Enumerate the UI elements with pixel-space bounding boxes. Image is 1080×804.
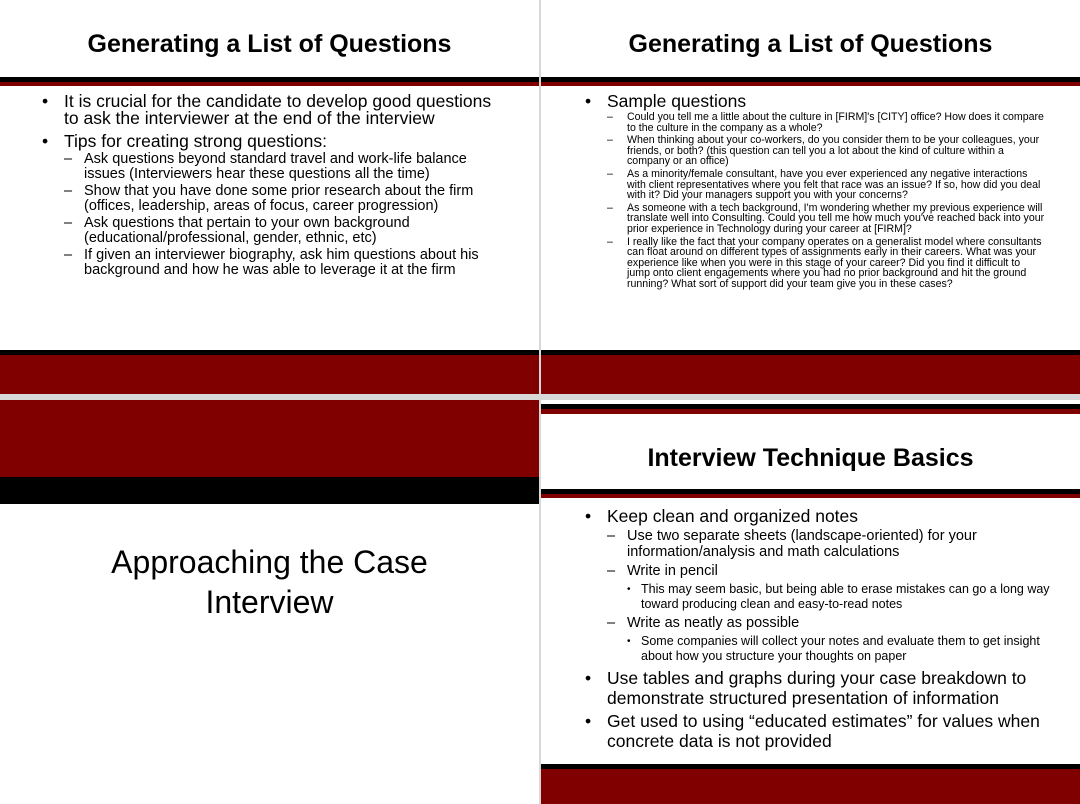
dash-glyph: – <box>607 111 613 123</box>
sub-bullet-text: When thinking about your co-workers, do you consider them to be your colleagues, your friends, or both? (this question can tell you a lot about the kind of culture within a company or an office) <box>627 134 1040 168</box>
sub-bullet-text: As a minority/female consultant, have you ever experienced any negative interactions with client representatives where you felt that race was an issue? If so, how did you deal with it? Did your managers support you with your concerns? <box>627 167 1041 202</box>
sub-bullet-text: Could you tell me a little about the culture in [FIRM]'s [CITY] office? How does it compare to the culture in the company as a whole? <box>627 111 1044 134</box>
title-rule-accent <box>541 494 1080 498</box>
section-title-line-1: Approaching the Case <box>111 544 428 580</box>
sub-bullet-item <box>64 216 502 245</box>
section-title <box>0 542 539 622</box>
small-bullet-glyph: • <box>627 584 631 595</box>
slide-2-body <box>585 92 1045 290</box>
sub-bullet-text: Ask questions beyond standard travel and work-life balance issues (Interviewers hear these questions all the time) <box>84 151 467 182</box>
sub-sub-bullet-item <box>627 634 1055 664</box>
sub-bullet-text: Show that you have done some prior research about the firm (offices, leadership, areas of focus, career progression) <box>84 183 474 214</box>
footer-band <box>541 769 1080 804</box>
dash-glyph: – <box>64 247 73 263</box>
top-rule-accent <box>541 409 1080 414</box>
sub-bullet-item <box>607 112 1045 133</box>
sub-bullet-text: I really like the fact that your company operates on a generalist model where consultants can float around on different types of assignments early in their careers. What was your experience like when you were in this stage of your career? Did you find it difficult to jump onto client engagements where you had no prior background and hit the ground running? What sort of support did your team give you in these cases? <box>627 235 1042 290</box>
sub-bullet-text: If given an interviewer biography, ask him questions about his background and how he was able to leverage it at the firm <box>84 247 479 278</box>
sub-bullet-item <box>64 152 502 181</box>
dash-glyph: – <box>607 235 613 248</box>
dash-glyph: – <box>607 201 613 214</box>
dash-glyph: – <box>607 615 616 631</box>
sub-bullet-item <box>607 528 1055 560</box>
dash-glyph: – <box>64 215 73 231</box>
dash-glyph: – <box>607 563 616 579</box>
dash-glyph: – <box>64 151 73 167</box>
header-band <box>0 400 539 477</box>
dash-glyph: – <box>607 167 613 180</box>
sub-bullet-item <box>607 135 1045 167</box>
bullet-text: Sample questions <box>607 91 747 111</box>
title-rule-accent <box>0 82 539 86</box>
sub-bullet-text: Ask questions that pertain to your own background (educational/professional, gender, ethnic, etc) <box>84 215 410 246</box>
slide-2 <box>541 0 1080 394</box>
slide-1-title: Generating a List of Questions <box>87 30 452 58</box>
vertical-divider <box>539 0 541 804</box>
small-bullet-glyph: • <box>627 636 631 647</box>
sub-sub-bullet-text: This may seem basic, but being able to erase mistakes can go a long way toward producing clean and easy-to-read notes <box>641 582 1050 611</box>
header-rule <box>0 477 539 504</box>
sub-bullet-text: Use two separate sheets (landscape-oriented) for your information/analysis and math calculations <box>627 528 977 560</box>
slide-1 <box>0 0 539 394</box>
slide-4-title: Interview Technique Basics <box>647 444 974 472</box>
sub-bullet-item <box>607 615 1055 664</box>
slide-1-body <box>42 93 502 277</box>
sub-bullet-text: Write as neatly as possible <box>627 615 800 631</box>
slide-3 <box>0 400 539 804</box>
slide-4-body <box>585 506 1055 751</box>
sub-bullet-item <box>607 203 1045 235</box>
footer-band <box>541 355 1080 394</box>
sub-bullet-text: Write in pencil <box>627 563 718 579</box>
bullet-item <box>42 93 502 127</box>
dash-glyph: – <box>64 183 73 199</box>
slide-2-title: Generating a List of Questions <box>628 30 993 58</box>
section-title-line-2: Interview <box>205 584 334 620</box>
sub-bullet-item <box>607 237 1045 290</box>
sub-bullet-text: As someone with a tech background, I'm wondering whether my previous experience will translate well into Consulting. Could you tell me how much you've reached back into your prior experience in Technology during your career at [FIRM]? <box>627 201 1045 235</box>
footer-band <box>0 355 539 394</box>
bullet-glyph: • <box>585 91 592 111</box>
bullet-glyph: • <box>42 91 49 111</box>
slide-4 <box>541 400 1080 804</box>
bullet-glyph: • <box>585 711 592 731</box>
bullet-item <box>585 92 1045 290</box>
bullet-text: Keep clean and organized notes <box>607 506 859 526</box>
bullet-item <box>42 133 502 277</box>
bullet-item <box>585 506 1055 664</box>
horizontal-divider <box>0 394 1080 400</box>
bullet-glyph: • <box>585 506 592 526</box>
bullet-text: Use tables and graphs during your case breakdown to demonstrate structured presentation of information <box>607 668 1027 708</box>
sub-bullet-item <box>607 563 1055 612</box>
sub-bullet-item <box>64 184 502 213</box>
bullet-text: Tips for creating strong questions: <box>64 131 327 151</box>
sub-sub-bullet-item <box>627 582 1055 612</box>
bullet-glyph: • <box>585 668 592 688</box>
sub-bullet-item <box>64 248 502 277</box>
bullet-text: It is crucial for the candidate to develop good questions to ask the interviewer at the end of the interview <box>64 91 492 128</box>
title-rule-accent <box>541 82 1080 86</box>
bullet-text: Get used to using “educated estimates” for values when concrete data is not provided <box>607 711 1040 751</box>
sub-sub-bullet-text: Some companies will collect your notes and evaluate them to get insight about how you structure your thoughts on paper <box>641 634 1040 663</box>
sub-bullet-item <box>607 169 1045 201</box>
bullet-glyph: • <box>42 131 49 151</box>
bullet-item <box>585 711 1055 751</box>
dash-glyph: – <box>607 134 613 147</box>
dash-glyph: – <box>607 528 616 544</box>
bullet-item <box>585 668 1055 708</box>
